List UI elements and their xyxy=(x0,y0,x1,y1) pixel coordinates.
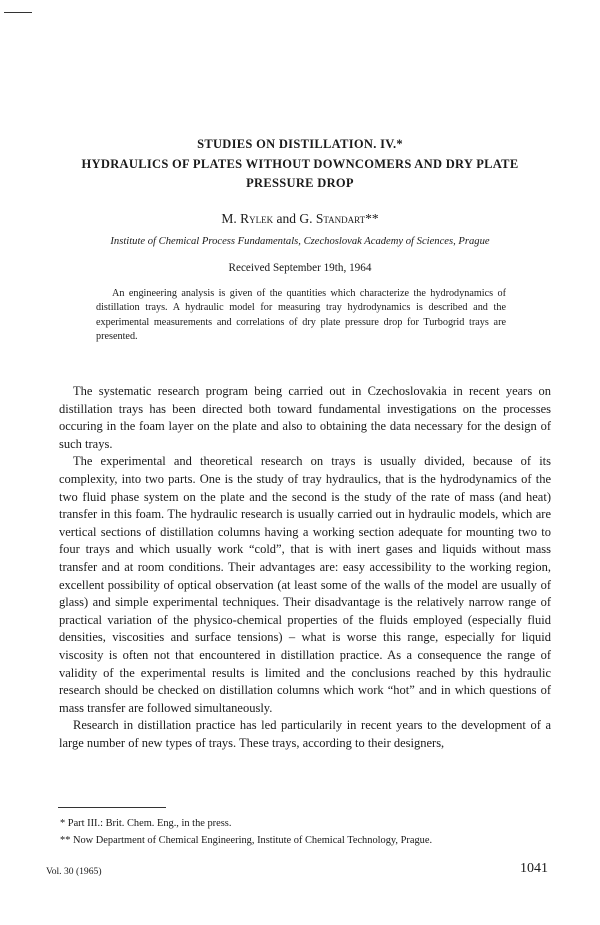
page-number: 1041 xyxy=(520,861,548,876)
author2-footnote-mark: ** xyxy=(365,211,379,226)
article-title-line-3: PRESSURE DROP xyxy=(246,176,354,190)
author2-initial: G. xyxy=(299,211,313,226)
author2-surname: Standart xyxy=(315,211,366,226)
footnote-1: * Part III.: Brit. Chem. Eng., in the press. xyxy=(60,818,232,829)
body-paragraph-2: The experimental and theoretical research on trays is usually divided, because of its complexity, into two parts. One is the study of tray hydraulics, that is the hydrodynamics of the two fluid phase system on the plate and the second is the study of the rate of mass (and heat) transfer in this foam. The hydraulic research is usually carried out in hydraulic models, which are vertical sections of distillation columns having a working section adequate for mounting two to four trays and which usually work “cold”, that is with inert gases and liquids without mass transfer and at room conditions. Their advantages are: easy accessibility to the working region, excellent possibility of optical observation (at least some of the walls of the model are usually of glass) and simple experimental techniques. Their disadvantage is the relatively narrow range of practical variation of the physico-chemical properties of the fluids employed (especially fluid densities, viscosities and surface tensions) – what is worse this range, especially for liquid viscosity is often not that encountered in distillation practice. As a consequence the range of validity of the experimental results is limited and the conclusions reached by this hydraulic research should be checked on distillation columns which work “hot” and in which questions of mass transfer are followed simultaneously. xyxy=(59,454,551,715)
footnote-2: ** Now Department of Chemical Engineering, Institute of Chemical Technology, Prague. xyxy=(60,834,433,846)
article-title-line-1: STUDIES ON DISTILLATION. IV.* xyxy=(197,137,403,151)
article-body xyxy=(59,383,551,752)
article-title-line-2: HYDRAULICS OF PLATES WITHOUT DOWNCOMERS AND DRY PLATE xyxy=(81,157,519,171)
author1-surname: Rylek xyxy=(240,211,274,226)
footnote-rule xyxy=(58,807,166,808)
abstract: An engineering analysis is given of the quantities which characterize the hydrodynamics of distillation trays. A hydraulic model for measuring tray hydrodynamics is described and the experimental measurements and correlations of dry plate pressure drop for Turbogrid trays are presented. xyxy=(96,288,506,343)
author-conjunction: and xyxy=(276,211,296,226)
affiliation: Institute of Chemical Process Fundamentals, Czechoslovak Academy of Sciences, Prague xyxy=(110,236,490,247)
received-date: Received September 19th, 1964 xyxy=(228,262,372,274)
corner-rule xyxy=(4,12,32,13)
author-line xyxy=(0,211,600,227)
author1-initial: M. xyxy=(221,211,237,226)
body-paragraph-1: The systematic research program being carried out in Czechoslovakia in recent years on distillation trays has been directed both toward fundamental investigations on the processes occuring in the foam layer on the plate and also to obtaining the data necessary for the design of such trays. xyxy=(59,384,551,451)
journal-volume: Vol. 30 (1965) xyxy=(46,866,102,877)
body-paragraph-3: Research in distillation practice has led particularily in recent years to the development of a large number of new types of trays. These trays, according to their designers, xyxy=(59,718,551,750)
footnotes xyxy=(60,816,550,849)
